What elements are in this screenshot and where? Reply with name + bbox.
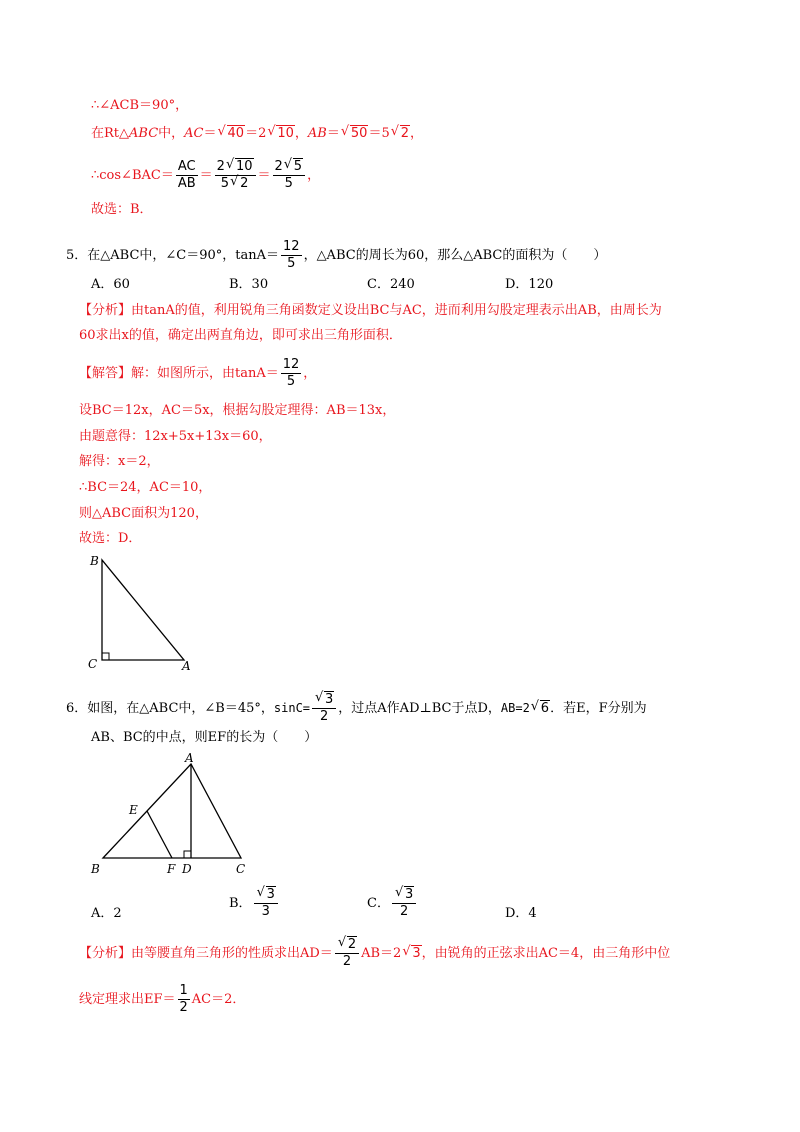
q5-ans1-b: ， xyxy=(303,366,317,381)
q6-stem-line2: AB、BC的中点，则EF的长为（ ） xyxy=(91,730,318,745)
sol4-line1: ∴∠ACB＝90°， xyxy=(91,98,189,113)
q6-segment-ef xyxy=(147,811,172,858)
sol4-l2-mid: 中， xyxy=(158,126,185,141)
q5-option-d[interactable]: D．120 xyxy=(505,277,554,292)
q5-right-angle-mark xyxy=(102,653,109,660)
q6-label-d: D xyxy=(182,862,192,876)
sol4-l2-comma: ， xyxy=(294,126,308,141)
q6-option-a[interactable]: A．2 xyxy=(91,906,122,921)
q5-ans1-a: 【解答】解：如图所示，由tanA＝ xyxy=(79,366,279,381)
frac-sqrt3-2: √ 3 2 xyxy=(312,692,336,725)
sqrt-10: √ 10 xyxy=(267,124,294,141)
sol4-l2-ab: AB xyxy=(307,126,327,141)
q5-stem-b: ，△ABC的周长为60，那么△ABC的面积为（ ） xyxy=(303,248,607,263)
q6-stem-line1 xyxy=(66,688,647,729)
q6-option-d[interactable]: D．4 xyxy=(505,906,537,921)
q5-answer-line5: ∴BC＝24，AC＝10， xyxy=(79,480,212,495)
sol4-l2-end: ， xyxy=(410,126,424,141)
q5-analysis-line1: 【分析】由tanA的值，利用锐角三角函数定义设出BC与AC，进而利用勾股定理表示出AB，由周长为 xyxy=(79,303,662,318)
q5-option-b[interactable]: B．30 xyxy=(229,277,269,292)
sqrt-6: √ 6 xyxy=(530,699,550,716)
sol4-l2-pre: 在Rt△ xyxy=(91,126,130,141)
frac-12-5: $\frac{12}{5}$ xyxy=(283,239,300,271)
q5-answer-line3: 由题意得：12x+5x+13x＝60， xyxy=(79,429,272,444)
q5-answer-line2: 设BC＝12x，AC＝5x，根据勾股定理得：AB＝13x， xyxy=(79,403,396,418)
sol4-line2 xyxy=(91,125,423,143)
frac-sqrt2-2: √ 2 2 xyxy=(335,937,359,970)
q6-option-b[interactable]: B． √ 3 3 xyxy=(229,884,280,924)
sol4-l2-ac: AC xyxy=(184,126,204,141)
q5-answer-line1 xyxy=(79,356,316,392)
sol4-l2-abc: ABC xyxy=(129,126,159,141)
sol4-l2-eq3: ＝ xyxy=(326,126,340,141)
q6-label-e: E xyxy=(129,803,138,817)
q6-triangle-abc xyxy=(103,764,241,858)
q6-an-c: ，由锐角的正弦求出AC＝4，由三角形中位 xyxy=(421,946,671,961)
sol4-l2-eq1: ＝ xyxy=(203,126,217,141)
frac-sqrt3-2-option: √ 3 2 xyxy=(392,887,416,920)
q6-triangle-figure xyxy=(85,752,255,882)
q6-stem-c: ．若E，F分别为 xyxy=(550,701,647,716)
sqrt-3: √ 3 xyxy=(402,944,421,961)
q6-an-a: 【分析】由等腰直角三角形的性质求出AD＝ xyxy=(79,946,333,961)
q5-right-triangle-figure xyxy=(80,550,210,675)
sol4-l2-eq4: ＝5 xyxy=(368,126,390,141)
q6-an2-b: AC＝2． xyxy=(191,992,246,1007)
q5-stem xyxy=(66,238,606,274)
frac-sqrt3-3: √ 3 3 xyxy=(254,887,278,920)
q6-right-angle-mark xyxy=(184,851,191,858)
q5-answer-line6: 则△ABC面积为120， xyxy=(79,506,208,521)
q6-stem-b: ，过点A作AD⊥BC于点D， xyxy=(338,701,501,716)
sol4-line3 xyxy=(91,158,320,194)
q6-sin-pre: sinC= xyxy=(273,701,311,715)
q6-analysis-line1 xyxy=(79,934,670,974)
sqrt-2: √ 2 xyxy=(390,124,409,141)
q5-triangle-shape xyxy=(102,560,184,660)
sol4-l3-pre: ∴cos∠BAC＝ xyxy=(91,168,174,183)
sol4-l2-eq2: ＝2 xyxy=(245,126,267,141)
frac-12-5-answer: $\frac{12}{5}$ xyxy=(282,357,300,389)
q5-label-a: A xyxy=(182,659,191,673)
q6-label-f: F xyxy=(167,862,176,876)
frac-1-2: $\frac{1}{2}$ xyxy=(179,983,188,1015)
sol4-l3-end: ， xyxy=(307,168,321,183)
q5-option-a[interactable]: A．60 xyxy=(91,277,130,292)
sol4-eq-a: ＝ xyxy=(199,168,213,183)
q5-stem-a: 5．在△ABC中，∠C＝90°，tanA＝ xyxy=(66,248,280,263)
q5-label-c: C xyxy=(88,657,98,671)
sol4-line4: 故选：B． xyxy=(91,202,153,217)
frac-2r5-5: 2 √ 5 5 xyxy=(273,159,306,192)
q6-an2-a: 线定理求出EF＝ xyxy=(79,992,176,1007)
q6-label-a: A xyxy=(185,752,194,765)
q6-ab-pre: AB=2 xyxy=(500,701,530,715)
q6-label-b: B xyxy=(91,862,100,876)
q5-analysis-line2: 60求出x的值，确定出两直角边，即可求出三角形面积． xyxy=(79,328,402,343)
q6-an-b: AB＝2 xyxy=(361,946,402,961)
sol4-eq-b: ＝ xyxy=(257,168,271,183)
q5-option-c[interactable]: C．240 xyxy=(367,277,415,292)
q6-option-c[interactable]: C． √ 3 2 xyxy=(367,884,418,924)
q5-answer-line4: 解得：x＝2， xyxy=(79,454,160,469)
q6-label-c: C xyxy=(236,862,246,876)
frac-2r10-5r2: 2 √ 10 5 √ 2 xyxy=(215,159,256,192)
sqrt-40: √ 40 xyxy=(217,124,245,141)
q6-stem-a: 6．如图，在△ABC中，∠B＝45°， xyxy=(66,701,274,716)
sqrt-50: √ 50 xyxy=(340,124,368,141)
frac-ac-ab: $\frac{AC}{AB}$ xyxy=(177,159,196,191)
q5-label-b: B xyxy=(90,554,99,568)
q6-analysis-line2 xyxy=(79,980,245,1020)
q5-answer-line7: 故选：D． xyxy=(79,531,142,546)
